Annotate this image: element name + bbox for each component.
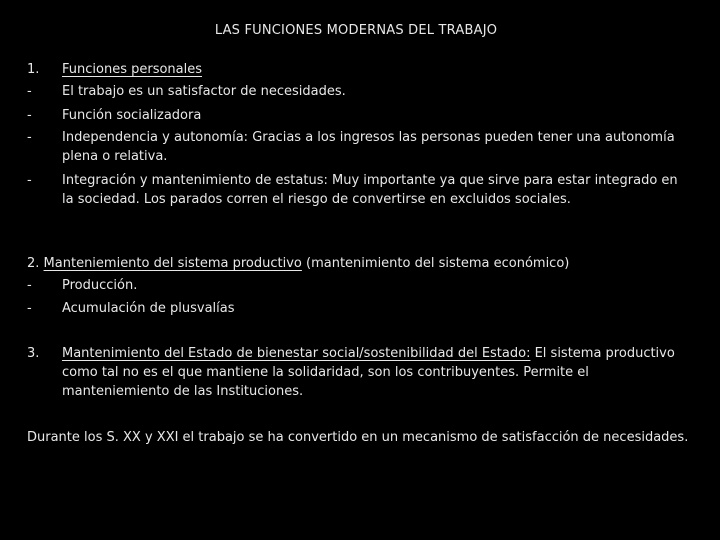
section2-item-1: Producción. xyxy=(62,278,138,293)
bullet-dash: - xyxy=(27,84,32,99)
closing-paragraph: Durante los S. XX y XXI el trabajo se ha convertido en un mecanismo de satisfacción de necesidades. xyxy=(27,430,689,445)
section2-suffix: (mantenimiento del sistema económico) xyxy=(301,256,570,271)
section2-heading: Manteniemiento del sistema productivo xyxy=(43,256,302,271)
section2-number: 2. xyxy=(27,256,40,271)
section1-number: 1. xyxy=(27,62,40,77)
bullet-dash: - xyxy=(27,108,32,123)
bullet-dash: - xyxy=(27,278,32,293)
bullet-dash: - xyxy=(27,301,32,316)
page-title: LAS FUNCIONES MODERNAS DEL TRABAJO xyxy=(214,23,498,38)
section1-item-3: Independencia y autonomía: Gracias a los ingresos las personas pueden tener una autonomía plena o relativa. xyxy=(62,130,675,164)
section3-body: El sistema productivo como tal no es el que mantiene la solidaridad, son los contribuyentes. Permite el manteniemiento de las Instituciones. xyxy=(62,346,675,399)
section3-number: 3. xyxy=(27,346,40,361)
section2-item-2: Acumulación de plusvalías xyxy=(62,301,235,316)
section2-heading-row xyxy=(27,254,687,273)
bullet-dash: - xyxy=(27,173,32,188)
section3-text xyxy=(62,344,682,401)
bullet-dash: - xyxy=(27,130,32,145)
section1-item-1: El trabajo es un satisfactor de necesidades. xyxy=(62,84,346,99)
section1-item-4: Integración y mantenimiento de estatus: Muy importante ya que sirve para estar integrado en la sociedad. Los parados corren el riesgo de convertirse en excluidos sociales. xyxy=(62,173,678,207)
section1-heading: Funciones personales xyxy=(62,62,203,77)
section1-item-2: Función socializadora xyxy=(62,108,202,123)
section3-heading: Mantenimiento del Estado de bienestar social/sostenibilidad del Estado: xyxy=(62,346,531,361)
